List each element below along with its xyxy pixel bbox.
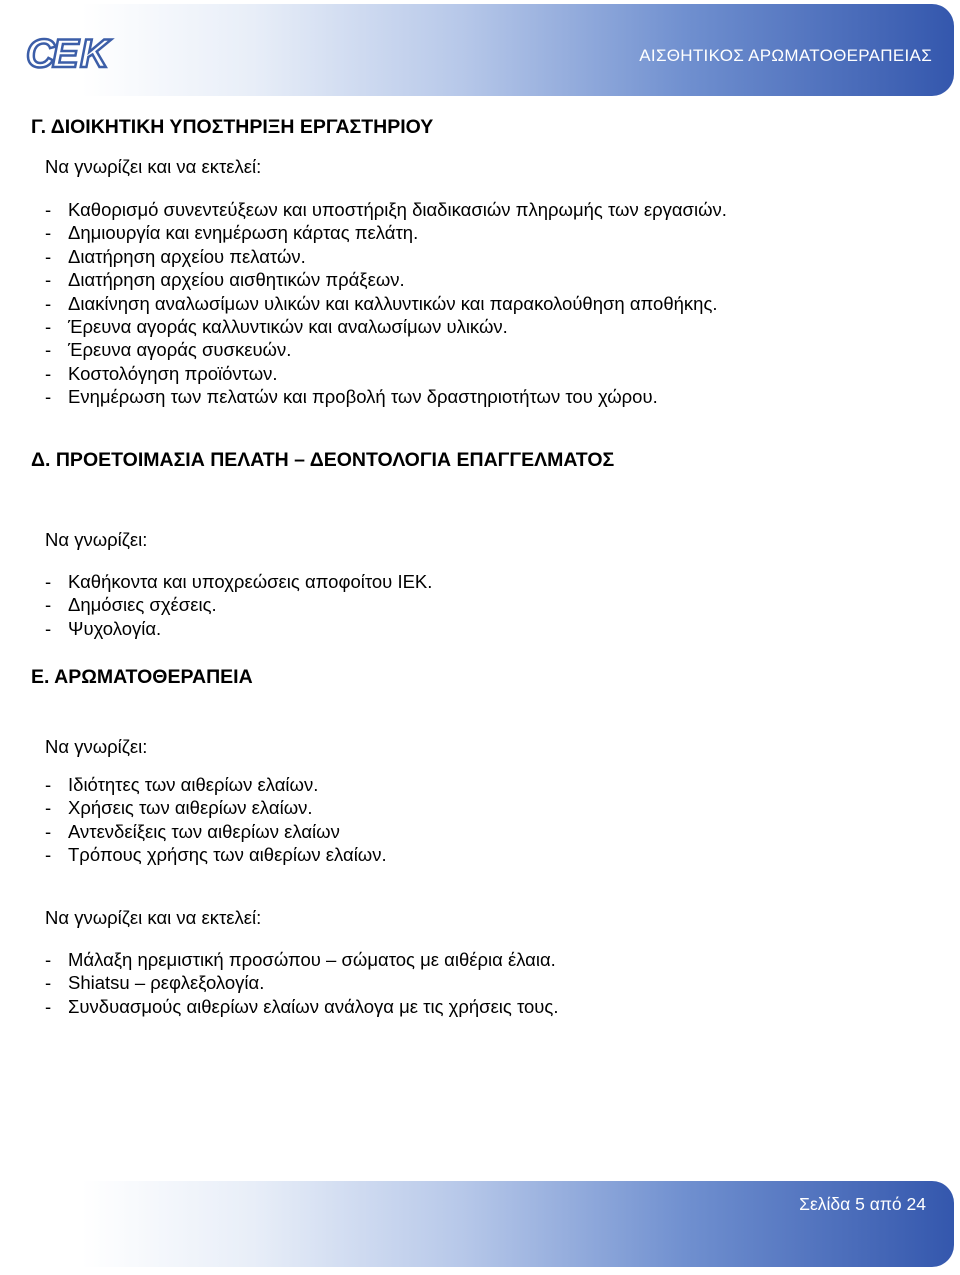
list-item: - Έρευνα αγοράς καλλυντικών και αναλωσίμων υλικών. — [45, 315, 508, 337]
list-item: - Καθορισμό συνεντεύξεων και υποστήριξη διαδικασιών πληρωμής των εργασιών. — [45, 199, 727, 220]
list-item: - Διατήρηση αρχείου πελατών. — [45, 245, 306, 267]
list-item: - Μάλαξη ηρεμιστική προσώπου – σώματος με αιθέρια έλαια. — [45, 949, 556, 970]
list-item: - Χρήσεις των αιθερίων ελαίων. — [45, 797, 313, 819]
page-footer — [6, 1181, 954, 1267]
section-heading-aromatherapy: Ε. ΑΡΩΜΑΤΟΘΕΡΑΠΕΙΑ — [31, 666, 253, 688]
page-number: Σελίδα 5 από 24 — [799, 1194, 926, 1214]
list-item: - Δημόσιες σχέσεις. — [45, 594, 217, 616]
list-item: - Καθήκοντα και υποχρεώσεις αποφοίτου ΙΕΚ. — [45, 571, 433, 592]
section-heading-admin-support: Γ. ΔΙΟΙΚΗΤΙΚΗ ΥΠΟΣΤΗΡΙΞΗ ΕΡΓΑΣΤΗΡΙΟΥ — [31, 116, 434, 138]
list-item: - Αντενδείξεις των αιθερίων ελαίων — [45, 820, 340, 842]
aromatherapy-knowledge-list — [45, 773, 387, 867]
list-item: - Τρόπους χρήσης των αιθερίων ελαίων. — [45, 844, 387, 866]
list-item: - Διακίνηση αναλωσίμων υλικών και καλλυντικών και παρακολούθηση αποθήκης. — [45, 292, 718, 314]
list-item: - Έρευνα αγοράς συσκευών. — [45, 339, 292, 361]
list-item: - Δημιουργία και ενημέρωση κάρτας πελάτη. — [45, 222, 419, 244]
section-intro: Να γνωρίζει: — [45, 529, 148, 550]
document-title: ΑΙΣΘΗΤΙΚΟΣ ΑΡΩΜΑΤΟΘΕΡΑΠΕΙΑΣ — [639, 46, 932, 65]
list-item: - Διατήρηση αρχείου αισθητικών πράξεων. — [45, 269, 405, 291]
list-item: - Ιδιότητες των αιθερίων ελαίων. — [45, 774, 319, 795]
list-item: - Ενημέρωση των πελατών και προβολή των δραστηριοτήτων του χώρου. — [45, 386, 658, 408]
client-preparation-list — [45, 570, 432, 640]
list-item: - Συνδυασμούς αιθερίων ελαίων ανάλογα με τις χρήσεις τους. — [45, 995, 559, 1017]
list-item: - Shiatsu – ρεφλεξολογία. — [45, 972, 265, 994]
admin-support-list — [45, 198, 727, 409]
iek-logo: C E K — [26, 32, 109, 76]
list-item: - Ψυχολογία. — [45, 617, 162, 639]
section-intro: Να γνωρίζει και να εκτελεί: — [45, 907, 262, 928]
list-item: - Κοστολόγηση προϊόντων. — [45, 362, 278, 384]
section-intro: Να γνωρίζει και να εκτελεί: — [45, 156, 262, 177]
section-heading-client-preparation: Δ. ΠΡΟΕΤΟΙΜΑΣΙΑ ΠΕΛΑΤΗ – ΔΕΟΝΤΟΛΟΓΙΑ ΕΠΑΓΓΕΛΜΑΤΟΣ — [31, 449, 615, 471]
aromatherapy-practice-list — [45, 948, 559, 1018]
section-intro: Να γνωρίζει: — [45, 736, 148, 757]
